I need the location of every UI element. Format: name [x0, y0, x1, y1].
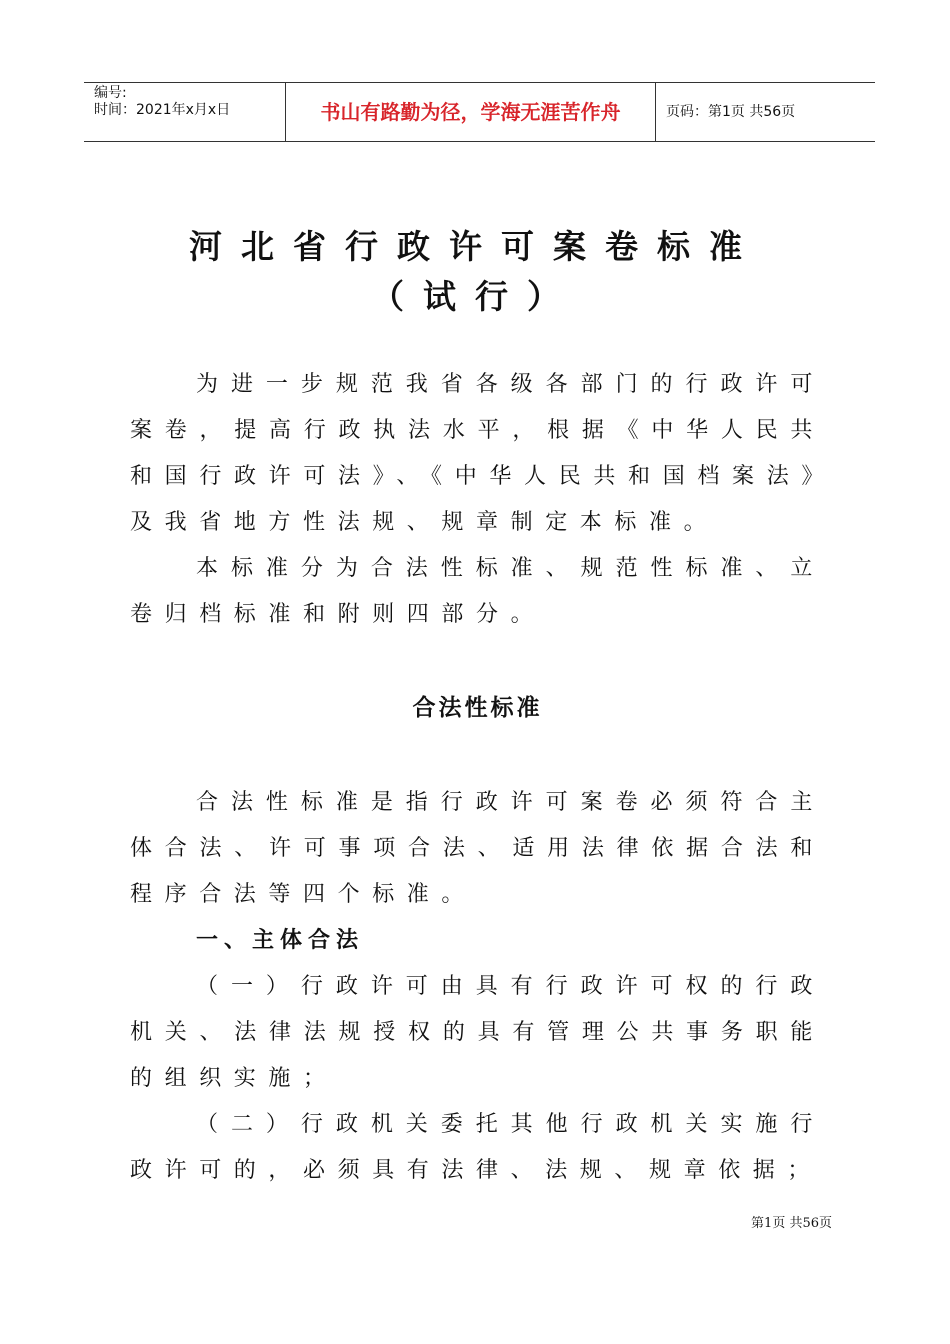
intro-section — [130, 362, 825, 638]
document-time-label: 时间：2021年x月x日 — [94, 102, 231, 118]
header-page-number: 页码：第1页 共56页 — [666, 104, 796, 120]
intro-paragraph: 本标准分为合法性标准、规范性标准、立卷归档标准和附则四部分。 — [130, 556, 825, 627]
page-header — [84, 82, 875, 142]
header-divider — [655, 83, 656, 141]
intro-paragraph: 为进一步规范我省各级各部门的行政许可案卷，提高行政执法水平，根据《中华人民共和国行政许可法》、《中华人民共和国档案法》及我省地方性法规、规章制定本标准。 — [130, 372, 825, 535]
page-footer: 第1页 共56页 — [751, 1216, 832, 1231]
header-meta — [92, 83, 292, 141]
document-title: 河北省行政许可案卷标准（试行） — [189, 227, 761, 316]
section-heading: 合法性标准 — [412, 695, 543, 721]
section-item: （二）行政机关委托其他行政机关实施行政许可的，必须具有法律、法规、规章依据； — [130, 1112, 825, 1183]
section-subheading: 一、主体合法 — [196, 928, 365, 953]
section-intro-paragraph: 合法性标准是指行政许可案卷必须符合主体合法、许可事项合法、适用法律依据合法和程序合法等四个标准。 — [130, 790, 825, 907]
header-motto: 书山有路勤为径，学海无涯苦作舟 — [320, 100, 621, 124]
document-number-label: 编号: — [94, 85, 127, 101]
legality-section — [130, 780, 825, 1194]
section-item: （一）行政许可由具有行政许可权的行政机关、法律法规授权的具有管理公共事务职能的组织实施； — [130, 974, 825, 1091]
